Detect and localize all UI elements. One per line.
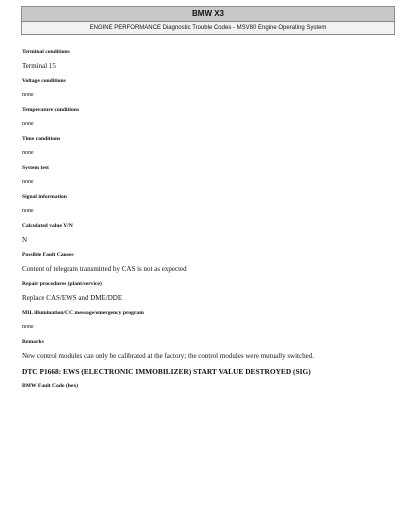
section-title-system-test: System test bbox=[22, 165, 49, 171]
section-value-voltage-conditions: none bbox=[22, 92, 34, 98]
section-title-possible-fault-causes: Possible Fault Causes bbox=[22, 252, 74, 258]
section-value-signal-information: none bbox=[22, 208, 34, 214]
section-title-bmw-fault-code: BMW Fault Code (hex) bbox=[22, 383, 78, 389]
section-value-repair-procedures: Replace CAS/EWS and DME/DDE bbox=[22, 294, 123, 302]
dtc-heading: DTC P1668: EWS (ELECTRONIC IMMOBILIZER) START VALUE DESTROYED (SIG) bbox=[22, 367, 311, 376]
section-title-terminal-conditions: Terminal conditions bbox=[22, 49, 70, 55]
section-value-remarks: New control modules can only be calibrated at the factory; the control modules were mutually switched. bbox=[22, 352, 314, 360]
section-title-calculated-value: Calculated value Y/N bbox=[22, 223, 73, 229]
section-title-signal-information: Signal information bbox=[22, 194, 67, 200]
document-header bbox=[21, 6, 395, 35]
section-value-calculated-value: N bbox=[22, 236, 28, 244]
section-value-mil-illumination: none bbox=[22, 324, 34, 330]
section-title-temperature-conditions: Temperature conditions bbox=[22, 107, 80, 113]
section-value-system-test: none bbox=[22, 179, 34, 185]
section-value-possible-fault-causes: Content of telegram transmitted by CAS is not as expected bbox=[22, 265, 187, 273]
document-body bbox=[22, 48, 402, 390]
section-value-temperature-conditions: none bbox=[22, 121, 34, 127]
header-subtitle: ENGINE PERFORMANCE Diagnostic Trouble Codes - MSV80 Engine Operating System bbox=[22, 22, 394, 34]
section-value-terminal-conditions: Terminal 15 bbox=[22, 62, 56, 70]
section-title-repair-procedures: Repair procedures (plant/service) bbox=[22, 281, 102, 287]
section-value-time-conditions: none bbox=[22, 150, 34, 156]
header-title: BMW X3 bbox=[22, 7, 394, 22]
section-title-remarks: Remarks bbox=[22, 339, 44, 345]
section-title-voltage-conditions: Voltage conditions bbox=[22, 78, 66, 84]
section-title-mil-illumination: MIL illumination/CC message/emergency program bbox=[22, 310, 144, 316]
section-title-time-conditions: Time conditions bbox=[22, 136, 61, 142]
